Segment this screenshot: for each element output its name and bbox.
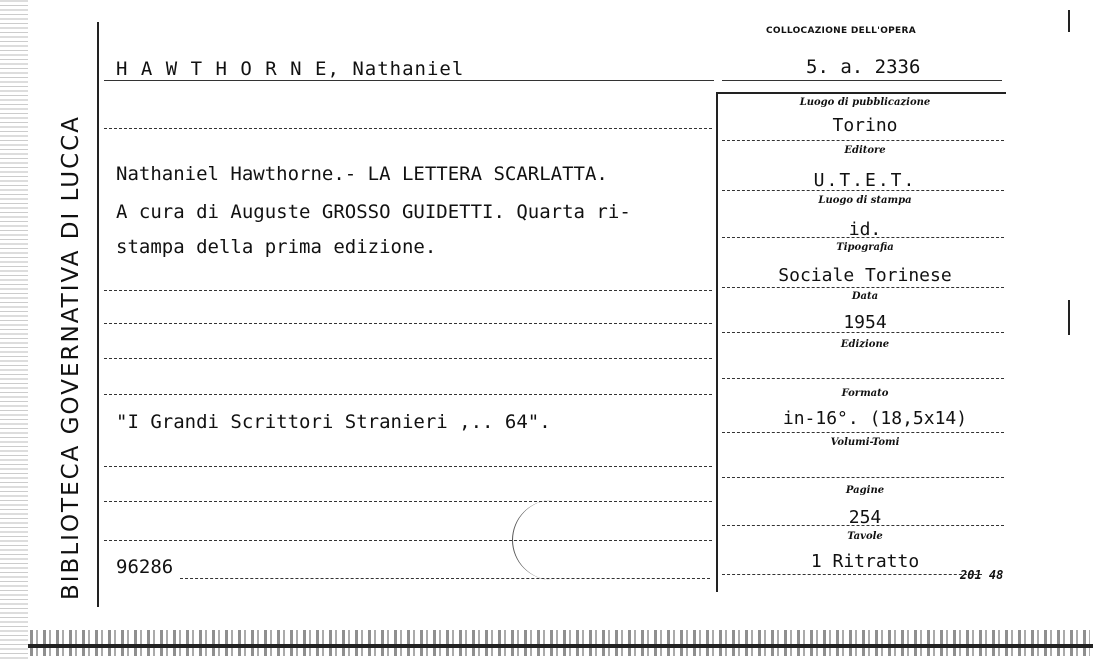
field-box-border (716, 92, 718, 592)
field-box-top (716, 92, 1006, 94)
field-rule (722, 332, 1004, 333)
blank-rule (104, 358, 712, 359)
formato-label: Formato (841, 388, 889, 399)
blank-rule (104, 290, 712, 291)
field-rule (722, 237, 1004, 238)
formato-value: in-16°. (18,5x14) (782, 408, 968, 429)
description-line-1: Nathaniel Hawthorne.- LA LETTERA SCARLATTA. (116, 163, 608, 185)
shelfmark-rule (722, 80, 1002, 81)
field-rule (722, 432, 1004, 433)
editore-value: U.T.E.T. (813, 170, 917, 191)
luogo-stampa-value: id. (848, 219, 882, 240)
library-name: BIBLIOTECA GOVERNATIVA DI LUCCA (58, 115, 84, 600)
volumi-label: Volumi-Tomi (830, 437, 900, 448)
data-value: 1954 (843, 312, 887, 333)
tavole-value: 1 Ritratto (810, 551, 920, 572)
author-rule (104, 80, 714, 81)
field-rule (722, 140, 1004, 141)
tipografia-label: Tipografia (836, 242, 894, 253)
scan-edge-bottom (28, 644, 1093, 648)
blank-rule (104, 466, 712, 467)
edge-mark (1068, 10, 1070, 32)
field-rule (722, 574, 982, 575)
corner-mark: 201 48 (960, 568, 1004, 582)
blank-rule (104, 501, 712, 502)
data-label: Data (851, 291, 879, 302)
blank-rule (104, 540, 712, 541)
tipografia-value: Sociale Torinese (778, 265, 952, 286)
luogo-pubblicazione-label: Luogo di pubblicazione (799, 97, 931, 108)
blank-rule (104, 323, 712, 324)
luogo-stampa-label: Luogo di stampa (818, 195, 912, 206)
series: "I Grandi Scrittori Stranieri ,.. 64". (116, 411, 551, 433)
field-rule (722, 477, 1004, 478)
blank-rule (104, 128, 712, 129)
blank-rule (104, 394, 712, 395)
description-line-3: stampa della prima edizione. (116, 236, 437, 258)
blank-rule (180, 578, 710, 579)
field-rule (722, 378, 1004, 379)
pencil-mark (512, 500, 593, 580)
scan-edge-left (0, 0, 28, 660)
card-left-border (97, 22, 99, 607)
luogo-pubblicazione-value: Torino (832, 115, 898, 136)
scan-noise-bottom (30, 630, 1090, 656)
field-rule (722, 287, 1004, 288)
shelfmark: 5. a. 2336 (806, 56, 921, 78)
tavole-label: Tavole (847, 531, 883, 542)
inventory-number: 96286 (116, 556, 174, 578)
edizione-label: Edizione (840, 339, 890, 350)
edge-mark (1068, 300, 1070, 335)
editore-label: Editore (844, 145, 886, 156)
field-rule (722, 525, 1004, 526)
collocation-header: COLLOCAZIONE DELL'OPERA (766, 26, 916, 36)
field-rule (722, 190, 1004, 191)
author-name: H A W T H O R N E, Nathaniel (116, 58, 465, 80)
pagine-value: 254 (848, 507, 882, 528)
pagine-label: Pagine (845, 485, 885, 496)
description-line-2: A cura di Auguste GROSSO GUIDETTI. Quarta ri- (116, 201, 631, 223)
